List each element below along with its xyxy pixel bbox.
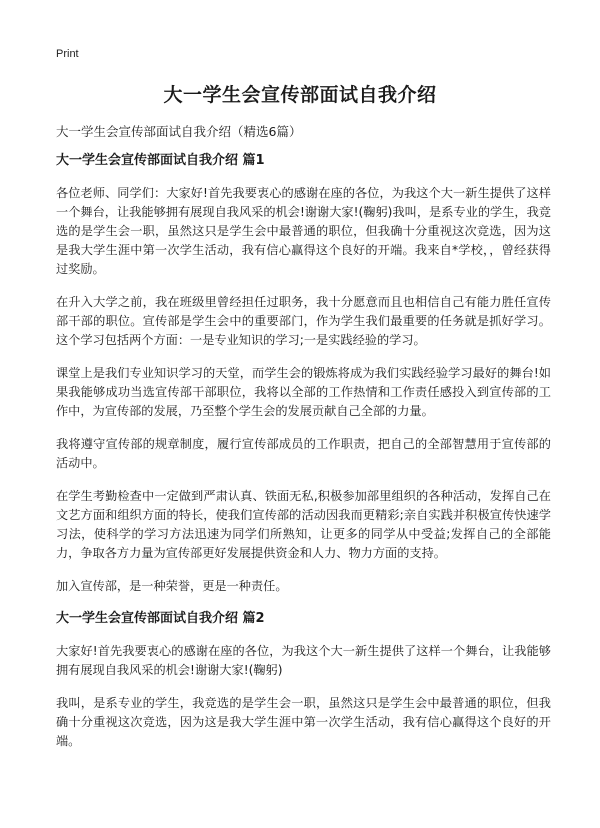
document-body <box>56 152 551 765</box>
document-title: 大一学生会宣传部面试自我介绍 <box>163 84 437 106</box>
section-1 <box>56 152 551 596</box>
section-2 <box>56 610 551 751</box>
section-heading: 大一学生会宣传部面试自我介绍 篇1 <box>56 153 265 168</box>
paragraph: 各位老师、同学们：大家好!首先我要衷心的感谢在座的各位，为我这个大一新生提供了这样一个舞台，让我能够拥有展现自我风采的机会!谢谢大家!(鞠躬)我叫，是系专业的学生，我竞选的是学生会一职，虽然这只是学生会中最普通的职位，但我确十分重视这次竞选，因为这是我大学生涯中第一次学生活动，我有信心赢得这个良好的开端。我来自*学校，，曾经获得过奖励。 <box>56 186 551 276</box>
paragraph: 课堂上是我们专业知识学习的天堂，而学生会的锻炼将成为我们实践经验学习最好的舞台!如果我能够成功当选宣传部干部职位，我将以全部的工作热情和工作责任感投入到宣传部的工作中，为宣传部的发展，乃至整个学生会的发展贡献自己全部的力量。 <box>56 366 551 418</box>
paragraph: 我将遵守宣传部的规章制度，履行宣传部成员的工作职责，把自己的全部智慧用于宣传部的活动中。 <box>56 437 551 470</box>
print-label: Print <box>56 48 79 60</box>
paragraph: 在学生考勤检查中一定做到严肃认真、铁面无私,积极参加部里组织的各种活动，发挥自己在文艺方面和组织方面的特长，使我们宣传部的活动因我而更精彩;亲自实践并积极宣传快速学习法，使科学的学习方法迅速为同学们所熟知，让更多的同学从中受益;发挥自己的全部能力，争取各方力量为宣传部更好发展提供资金和人力、物力方面的支持。 <box>56 489 551 560</box>
paragraph: 在升入大学之前，我在班级里曾经担任过职务，我十分愿意而且也相信自己有能力胜任宣传部干部的职位。宣传部是学生会中的重要部门，作为学生我们最重要的任务就是抓好学习。这个学习包括两个方面：一是专业知识的学习;一是实践经验的学习。 <box>56 295 551 347</box>
paragraph: 大家好!首先我要衷心的感谢在座的各位，为我这个大一新生提供了这样一个舞台，让我能够拥有展现自我风采的机会!谢谢大家!(鞠躬) <box>56 644 551 677</box>
section-heading: 大一学生会宣传部面试自我介绍 篇2 <box>56 611 265 626</box>
paragraph: 加入宣传部，是一种荣誉，更是一种责任。 <box>56 579 288 593</box>
document-subtitle: 大一学生会宣传部面试自我介绍（精选6篇） <box>56 124 302 139</box>
paragraph: 我叫，是系专业的学生，我竞选的是学生会一职，虽然这只是学生会中最普通的职位，但我确十分重视这次竞选，因为这是我大学生涯中第一次学生活动，我有信心赢得这个良好的开端。 <box>56 696 551 748</box>
